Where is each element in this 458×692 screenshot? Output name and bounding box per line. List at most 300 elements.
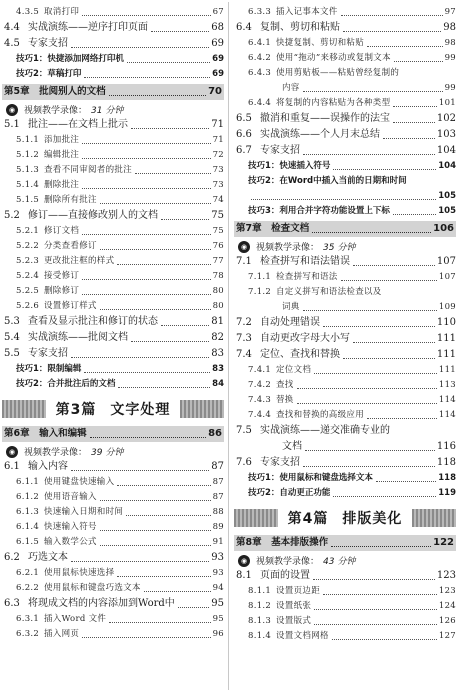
entry-text: 技巧2：合并批注后的文档: [16, 379, 116, 389]
page-number: 70: [208, 86, 222, 97]
entry-number: 8.1: [236, 570, 252, 581]
video-tutorial-line: [234, 239, 456, 254]
entry-title: [4, 346, 68, 362]
page-number: 84: [212, 379, 224, 389]
entry-text: 输入内容: [28, 461, 68, 472]
entry-number: 5.2.6: [16, 301, 40, 311]
entry-title: [16, 627, 79, 642]
dot-leader: [126, 515, 210, 516]
section-entry: [234, 455, 456, 471]
entry-title: [236, 127, 380, 143]
subsection-entry: [2, 535, 224, 550]
entry-text: 词典: [282, 302, 300, 312]
dot-leader: [71, 357, 209, 358]
page-number: 82: [211, 332, 224, 343]
chapter-heading: [234, 221, 456, 237]
dot-leader: [127, 62, 210, 63]
dot-leader: [82, 158, 210, 159]
subsection-entry: [234, 270, 456, 285]
page-number: 111: [438, 365, 456, 375]
part-bar-decoration: [234, 509, 278, 527]
entry-number: 7.6: [236, 457, 252, 468]
entry-title: [248, 5, 338, 20]
video-reel-icon: ◉: [6, 104, 18, 116]
dot-leader: [117, 264, 210, 265]
entry-text: 取消打印: [44, 7, 80, 17]
dot-leader: [82, 637, 210, 638]
page-number: 111: [436, 333, 456, 344]
entry-text: 替换: [276, 395, 294, 405]
entry-text: 使用鼠标快速选择: [44, 568, 115, 578]
subsection-entry: [2, 178, 224, 193]
entry-text: 使用剪贴板——粘贴曾经复制的: [276, 68, 400, 78]
entry-text: 编辑批注: [44, 150, 80, 160]
chapter-heading: [234, 535, 456, 551]
entry-text: 实战演练——批阅文档: [28, 332, 128, 343]
video-minutes: 31 分钟: [91, 106, 124, 116]
page-number: 95: [211, 598, 224, 609]
subsection-entry-continued: [234, 81, 456, 96]
entry-title: [16, 284, 79, 299]
section-entry: [2, 208, 224, 224]
entry-title: [248, 36, 364, 51]
entry-number: 5.1.3: [16, 165, 40, 175]
entry-number: 7.4.2: [248, 380, 272, 390]
subsection-entry: [2, 254, 224, 269]
entry-title: [16, 566, 114, 581]
tip-entry-continued: [234, 189, 456, 204]
subsection-entry: [234, 66, 456, 81]
entry-text: 设置修订样式: [44, 301, 97, 311]
page-number: 78: [212, 271, 224, 281]
page-number: 81: [211, 316, 224, 327]
page-number: 87: [211, 461, 224, 472]
entry-title: [16, 224, 79, 239]
entry-number: 6.1.3: [16, 507, 40, 517]
section-entry: [234, 315, 456, 331]
tip-entry: [2, 362, 224, 377]
part-heading: [2, 396, 224, 422]
tip-entry: [234, 159, 456, 174]
entry-text: 内容: [282, 83, 300, 93]
page-number: 102: [436, 113, 456, 124]
page-number: 77: [212, 256, 224, 266]
subsection-entry: [234, 599, 456, 614]
entry-number: 6.5: [236, 113, 252, 124]
entry-text: 将现成文档的内容添加到Word中: [28, 598, 175, 609]
chapter-heading: [2, 426, 224, 442]
subsection-entry: [234, 5, 456, 20]
subsection-entry: [234, 614, 456, 629]
dot-leader: [297, 388, 437, 389]
dot-leader: [82, 188, 210, 189]
page-number: 87: [212, 492, 224, 502]
entry-title: [248, 96, 390, 111]
entry-title: [282, 439, 302, 455]
video-minutes: 39 分钟: [91, 448, 124, 458]
entry-number: 5.2.5: [16, 286, 40, 296]
entry-number: 7.1: [236, 256, 252, 267]
dot-leader: [100, 530, 211, 531]
subsection-entry: [234, 363, 456, 378]
entry-number: 5.1: [4, 119, 20, 130]
dot-leader: [313, 579, 435, 580]
subsection-entry: [234, 378, 456, 393]
subsection-entry: [2, 566, 224, 581]
page-number: 74: [212, 195, 224, 205]
dot-leader: [323, 326, 435, 327]
section-entry: [234, 254, 456, 270]
dot-leader: [117, 576, 210, 577]
dot-leader: [90, 437, 206, 438]
entry-title: [236, 315, 320, 331]
page-number: 71: [212, 135, 224, 145]
entry-text: 复制、剪切和粘贴: [260, 22, 340, 33]
page-number: 98: [443, 22, 456, 33]
dot-leader: [251, 199, 436, 200]
entry-text: 插入Word 文件: [44, 614, 107, 624]
entry-title: [16, 133, 79, 148]
page-number: 118: [436, 457, 456, 468]
entry-number: 6.4.3: [248, 68, 272, 78]
entry-text: 检查拼写和语法错误: [260, 256, 350, 267]
entry-number: 4.3.5: [16, 7, 40, 17]
dot-leader: [343, 31, 441, 32]
entry-title: [282, 81, 300, 96]
subsection-entry: [2, 612, 224, 627]
dot-leader: [82, 15, 210, 16]
entry-title: [236, 254, 350, 270]
entry-title: [236, 111, 390, 127]
entry-text: 撤消和重复——误操作的法宝: [260, 113, 390, 124]
entry-number: 6.7: [236, 145, 252, 156]
subsection-entry: [234, 584, 456, 599]
entry-text: 分类查看修订: [44, 241, 97, 251]
entry-text: 修订——直接修改别人的文档: [28, 210, 158, 221]
section-entry: [2, 117, 224, 133]
dot-leader: [131, 128, 209, 129]
entry-title: [248, 270, 338, 285]
entry-title: [248, 204, 390, 219]
subsection-entry: [2, 581, 224, 596]
entry-text: 第5章 批阅别人的文档: [4, 86, 106, 97]
dot-leader: [135, 173, 211, 174]
entry-number: 6.1.1: [16, 477, 40, 487]
dot-leader: [393, 214, 436, 215]
entry-title: [16, 52, 124, 67]
section-entry: [2, 36, 224, 52]
entry-title: [4, 208, 158, 224]
entry-number: 6.3.2: [16, 629, 40, 639]
entry-text: 专家支招: [28, 348, 68, 359]
subsection-entry: [2, 505, 224, 520]
entry-text: 文档: [282, 441, 302, 452]
page-number: 75: [212, 226, 224, 236]
subsection-entry: [2, 299, 224, 314]
dot-leader: [314, 373, 437, 374]
entry-title: [248, 599, 311, 614]
entry-text: 查看及显示批注和修订的状态: [28, 316, 158, 327]
entry-title: [16, 239, 97, 254]
subsection-entry: [234, 285, 456, 300]
page-number: 75: [211, 210, 224, 221]
page-number: 80: [212, 286, 224, 296]
toc-right-column: [234, 5, 456, 644]
entry-title: [4, 117, 128, 133]
entry-text: 技巧3：利用合并字符功能设置上下标: [248, 206, 390, 216]
entry-title: [248, 363, 311, 378]
entry-title: [16, 581, 141, 596]
entry-title: [248, 486, 330, 501]
tip-entry: [2, 377, 224, 392]
dot-leader: [341, 15, 443, 16]
entry-title: [4, 596, 175, 612]
entry-text: 技巧2：自动更正功能: [248, 488, 331, 498]
entry-title: [248, 614, 311, 629]
dot-leader: [353, 265, 435, 266]
entry-title: [236, 347, 340, 363]
subsection-entry: [234, 96, 456, 111]
page-number: 68: [211, 22, 224, 33]
entry-title: [236, 568, 310, 584]
video-reel-icon: ◉: [238, 555, 250, 567]
entry-text: 自定义拼写和语法检查以及: [276, 287, 382, 297]
entry-text: 输入数学公式: [44, 537, 97, 547]
entry-text: 页面的设置: [260, 570, 310, 581]
entry-number: 7.4.1: [248, 365, 272, 375]
entry-title: [4, 459, 68, 475]
section-entry: [2, 314, 224, 330]
entry-text: 插入网页: [44, 629, 80, 639]
section-entry: [2, 459, 224, 475]
toc-left-column: [2, 5, 224, 642]
page-number: 69: [211, 38, 224, 49]
column-divider: [228, 2, 229, 690]
page-number: 116: [436, 441, 456, 452]
entry-number: 7.4: [236, 349, 252, 360]
entry-text: 快速输入符号: [44, 522, 97, 532]
subsection-entry: [234, 36, 456, 51]
entry-number: 5.2.3: [16, 256, 40, 266]
section-entry: [2, 596, 224, 612]
tip-entry: [234, 471, 456, 486]
entry-number: 6.1.4: [16, 522, 40, 532]
page-number: 67: [212, 7, 224, 17]
tip-entry: [2, 67, 224, 82]
entry-text: 批注——在文档上批示: [28, 119, 128, 130]
page-number: 73: [212, 180, 224, 190]
entry-text: 技巧2：在Word中插入当前的日期和时间: [248, 176, 407, 186]
entry-number: 6.3: [4, 598, 20, 609]
subsection-entry: [2, 224, 224, 239]
dot-leader: [393, 122, 435, 123]
page-number: 69: [212, 54, 224, 64]
page-number: 119: [438, 488, 456, 498]
page-number: 83: [212, 364, 224, 374]
dot-leader: [161, 219, 209, 220]
entry-number: 6.1.2: [16, 492, 40, 502]
entry-text: 专家支招: [28, 38, 68, 49]
page-number: 114: [438, 395, 456, 405]
page-number: 83: [211, 348, 224, 359]
page-number: 73: [212, 165, 224, 175]
dot-leader: [333, 496, 436, 497]
dot-leader: [367, 46, 443, 47]
entry-title: [236, 20, 340, 36]
video-tutorial-line: [234, 553, 456, 568]
dot-leader: [82, 294, 210, 295]
entry-title: [248, 629, 329, 644]
page-number: 98: [444, 38, 456, 48]
dot-leader: [394, 61, 443, 62]
page-number: 80: [212, 301, 224, 311]
entry-title: [4, 84, 106, 100]
dot-leader: [303, 154, 435, 155]
dot-leader: [314, 609, 437, 610]
entry-text: 删除所有批注: [44, 195, 97, 205]
section-entry-continued: [234, 439, 456, 455]
dot-leader: [303, 310, 437, 311]
page-number: 118: [438, 473, 456, 483]
subsection-entry: [234, 51, 456, 66]
entry-number: 7.5: [236, 425, 252, 436]
page-number: 123: [438, 586, 456, 596]
entry-title: [16, 362, 81, 377]
dot-leader: [332, 639, 437, 640]
dot-leader: [323, 594, 437, 595]
entry-text: 设置版式: [276, 616, 312, 626]
section-entry: [234, 347, 456, 363]
section-entry: [234, 143, 456, 159]
page-number: 76: [212, 241, 224, 251]
entry-number: 6.3.3: [248, 7, 272, 17]
entry-title: [248, 408, 364, 423]
section-entry: [2, 330, 224, 346]
section-entry: [234, 568, 456, 584]
entry-title: [16, 5, 79, 20]
page-number: 97: [444, 7, 456, 17]
section-entry: [234, 331, 456, 347]
subsection-entry: [2, 269, 224, 284]
page-number: 127: [438, 631, 456, 641]
video-reel-icon: ◉: [6, 446, 18, 458]
entry-text: 专家支招: [260, 145, 300, 156]
entry-number: 4.4: [4, 22, 20, 33]
tip-entry: [2, 52, 224, 67]
page-number: 94: [212, 583, 224, 593]
video-label: 视频教学录像：: [256, 243, 320, 253]
subsection-entry: [2, 284, 224, 299]
entry-title: [16, 178, 79, 193]
page-number: 88: [212, 507, 224, 517]
entry-title: [4, 426, 87, 442]
dot-leader: [367, 418, 437, 419]
entry-text: 技巧1：限制编辑: [16, 364, 82, 374]
entry-number: 8.1.4: [248, 631, 272, 641]
page-number: 101: [438, 98, 456, 108]
section-entry: [234, 111, 456, 127]
entry-number: 6.2: [4, 552, 20, 563]
entry-number: 5.1.1: [16, 135, 40, 145]
entry-text: 第6章 输入和编辑: [4, 428, 87, 439]
entry-number: 5.3: [4, 316, 20, 327]
page-number: 104: [438, 161, 456, 171]
entry-title: [248, 159, 330, 174]
dot-leader: [178, 607, 209, 608]
page-number: 111: [436, 349, 456, 360]
video-reel-icon: ◉: [238, 241, 250, 253]
part-title: [46, 399, 181, 419]
page-number: 114: [438, 410, 456, 420]
entry-text: 自动处理错误: [260, 317, 320, 328]
subsection-entry: [2, 133, 224, 148]
entry-title: [16, 505, 123, 520]
dot-leader: [383, 138, 435, 139]
section-entry: [234, 127, 456, 143]
entry-title: [236, 455, 300, 471]
dot-leader: [151, 31, 209, 32]
dot-leader: [109, 95, 206, 96]
dot-leader: [100, 309, 211, 310]
video-minutes: 35 分钟: [323, 243, 356, 253]
subsection-entry: [2, 148, 224, 163]
entry-text: 快捷复制、剪切和粘贴: [276, 38, 365, 48]
entry-number: 5.2: [4, 210, 20, 221]
entry-number: 5.1.5: [16, 195, 40, 205]
entry-text: 实战演练——逆序打印页面: [28, 22, 148, 33]
entry-text: 删除批注: [44, 180, 80, 190]
part-name: 文字处理: [110, 402, 171, 418]
entry-text: 查找: [276, 380, 294, 390]
entry-title: [16, 490, 97, 505]
video-tutorial-line: [2, 444, 224, 459]
subsection-entry: [234, 629, 456, 644]
page-number: 87: [212, 477, 224, 487]
video-minutes: 43 分钟: [323, 557, 356, 567]
page-number: 72: [212, 150, 224, 160]
dot-leader: [161, 325, 209, 326]
entry-number: 8.1.1: [248, 586, 272, 596]
entry-number: 5.2.4: [16, 271, 40, 281]
part-bar-decoration: [2, 400, 46, 418]
entry-title: [16, 612, 106, 627]
part-bar-decoration: [180, 400, 224, 418]
entry-title: [248, 378, 294, 393]
page-number: 91: [212, 537, 224, 547]
entry-text: 技巧1：快捷添加网络打印机: [16, 54, 124, 64]
entry-title: [236, 423, 390, 439]
page-number: 89: [212, 522, 224, 532]
entry-number: 7.1.1: [248, 272, 272, 282]
section-entry: [2, 550, 224, 566]
page-number: 96: [212, 629, 224, 639]
entry-number: 5.2.1: [16, 226, 40, 236]
entry-title: [236, 143, 300, 159]
part-heading: [234, 505, 456, 531]
entry-text: 自动更改字母大小写: [260, 333, 350, 344]
dot-leader: [71, 47, 209, 48]
entry-text: 查找和替换的高级应用: [276, 410, 365, 420]
entry-text: 检查拼写和语法: [276, 272, 338, 282]
video-label: 视频教学录像：: [24, 448, 88, 458]
entry-text: 巧选文本: [28, 552, 68, 563]
page-number: 95: [212, 614, 224, 624]
entry-text: 使用鼠标和键盘巧选文本: [44, 583, 141, 593]
dot-leader: [82, 234, 210, 235]
subsection-entry: [2, 490, 224, 505]
entry-number: 5.2.2: [16, 241, 40, 251]
dot-leader: [393, 106, 436, 107]
